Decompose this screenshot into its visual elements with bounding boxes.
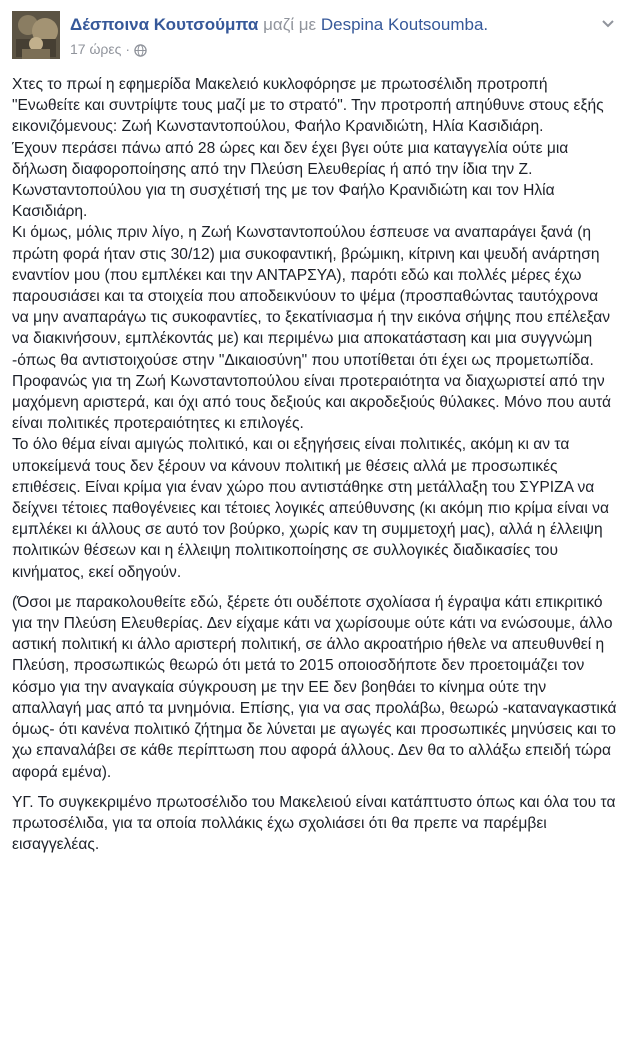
- globe-icon[interactable]: [134, 43, 147, 61]
- post-author-line: [70, 14, 488, 36]
- post-body: [12, 74, 618, 855]
- tagged-user-link[interactable]: Despina Koutsoumba.: [320, 15, 489, 34]
- post-meta: [70, 40, 147, 61]
- post-paragraph: Προφανώς για τη Ζωή Κωνσταντοπούλου είναι προτεραιότητα να διαχωριστεί από την μαχόμενη αριστερά, και όχι από τους δεξιούς και ακροδεξιούς θύλακες. Μόνο που αυτά είναι πολιτικές προτεραιότητες κι επιλογές.: [12, 372, 611, 433]
- post-paragraph: (Όσοι με παρακολουθείτε εδώ, ξέρετε ότι ουδέποτε σχολίασα ή έγραψα κάτι επικριτικό για την Πλεύση Ελευθερίας. Δεν είχαμε κάτι να χωρίσουμε ούτε κάτι να ενώσουμε, άλλο αστική πολιτική κι άλλο αριστερή πολιτική, σε άλλο ακροατήριο ήθελε να απευθυνθεί η Πλεύση, προσωπικώς θεωρώ ότι μετά το 2015 οποιοσδήποτε δεν προετοιμάζει τον κόσμο για την αναγκαία σύγκρουση με την ΕΕ δεν βοηθάει το κίνημα ούτε την απαλλαγή μας από τα μνημόνια. Επίσης, για να σας προλάβω, θεωρώ -καταναγκαστικά όμως- ότι κανένα πολιτικό ζήτημα δε λύνεται με αγωγές και προσωπικές μηνύσεις και το χω επαναλάβει σε κάθε περίπτωση που αφορά άλλους. Δεν θα το αλλάξω επειδή τώρα αφορά εμένα).: [12, 593, 617, 781]
- author-name-link[interactable]: Δέσποινα Κουτσούμπα: [70, 15, 259, 34]
- post-paragraph: Χτες το πρωί η εφημερίδα Μακελειό κυκλοφόρησε με πρωτοσέλιδη προτροπή "Ενωθείτε και συντρίψτε τους μαζί με το στρατό". Την προτροπή απηύθυνε στους εξής εικονιζόμενους: Ζωή Κωνσταντοπούλου, Φαήλο Κρανιδιώτη, Ηλία Κασιδιάρη.: [12, 76, 604, 136]
- post-timestamp[interactable]: 17 ώρες: [70, 41, 122, 57]
- chevron-down-icon[interactable]: [598, 13, 618, 33]
- post-paragraph: Κι όμως, μόλις πριν λίγο, η Ζωή Κωνσταντοπούλου έσπευσε να αναπαράγει ξανά (η πρώτη φορά ήταν στις 30/12) μια συκοφαντική, βρώμικη, κίτρινη και ψευδή ανάρτηση εναντίον μου (που εμπλέκει και την ΑΝΤΑΡΣΥΑ), παρότι εδώ και πολλές μέρες έχω παρουσιάσει και τα στοιχεία που αποδεικνύουν το ψέμα (προσπαθώντας ταυτόχρονα να μην αναπαράγω τις συκοφαντίες, το ξεκατίνιασμα ή την εικόνα σήψης που επέλεξαν να διακινήσουν, εμπλέκοντάς με) και περιμένω μια αποκατάσταση και μια συγγνώμη -όπως θα αντιστοιχούσε στην "Δικαιοσύνη" που υποτίθεται ότι έχει ως προμετωπίδα.: [12, 224, 611, 369]
- avatar-image: [12, 11, 60, 59]
- with-label: μαζί με: [263, 15, 317, 34]
- meta-separator: ·: [125, 41, 131, 57]
- post-paragraph: Το όλο θέμα είναι αμιγώς πολιτικό, και οι εξηγήσεις είναι πολιτικές, ακόμη κι αν τα υποκείμενά τους δεν ξέρουν να κάνουν πολιτική με θέσεις αλλά με προσωπικές επιθέσεις. Είναι κρίμα για έναν χώρο που αντιστάθηκε στη μετάλλαξη του ΣΥΡΙΖΑ να δείχνει τέτοιες παθογένειες και τέτοιες λογικές απεύθυνσης (κι ακόμη πιο κρίμα είναι να εμπλέκει κι άλλους σε αυτό τον βούρκο, χωρίς καν τη συμμετοχή μας), αλλά η έλλειψη πολιτικών θέσεων και η έλλειψη πολιτικοποίησης σε συλλογικές διαδικασίες του κινήματος, εκεί οδηγούν.: [12, 436, 609, 581]
- post-header: [12, 11, 618, 61]
- post-paragraph: Έχουν περάσει πάνω από 28 ώρες και δεν έχει βγει ούτε μια καταγγελία ούτε μια δήλωση διαφοροποίησης από την Πλεύση Ελευθερίας ή από την ίδια την Ζ. Κωνσταντοπούλου για τη συσχέτισή της με τον Φαήλο Κρανιδιώτη και τον Ηλία Κασιδιάρη.: [12, 139, 569, 221]
- post-paragraph: ΥΓ. Το συγκεκριμένο πρωτοσέλιδο του Μακελειού είναι κατάπτυστο όπως και όλα του τα πρωτοσέλιδα, για τα οποία πολλάκις έχω σχολιάσει ότι θα πρεπε να παρέμβει εισαγγελέας.: [12, 793, 616, 854]
- avatar[interactable]: [12, 11, 60, 59]
